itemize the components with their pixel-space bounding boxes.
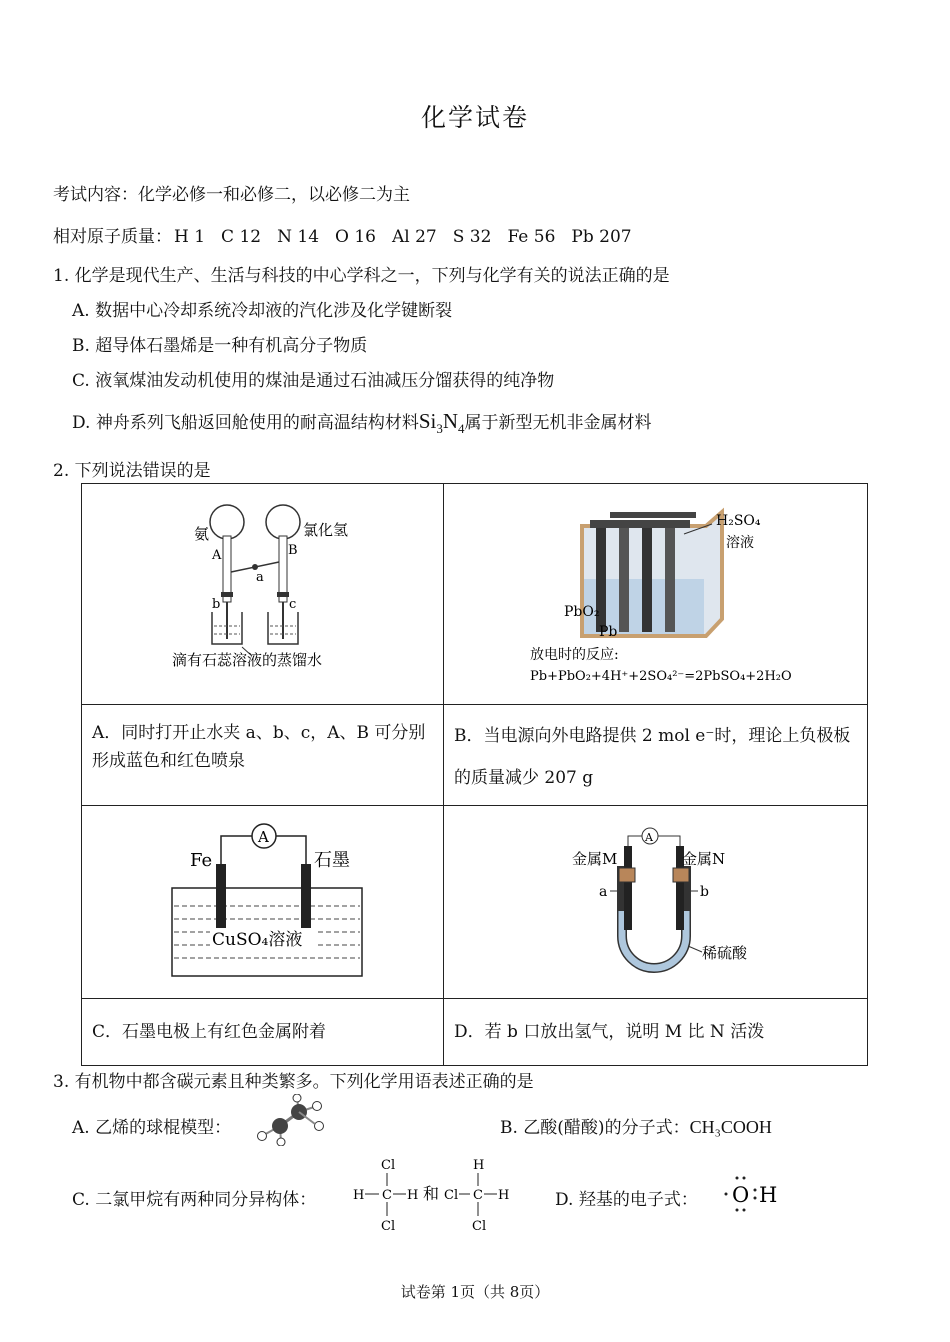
label-metal-m: 金属M — [572, 850, 618, 868]
label-solution: 溶液 — [726, 535, 754, 551]
q2-option-a: A．同时打开止水夹 a、b、c，A、B 可分别形成蓝色和红色喷泉 — [92, 723, 426, 771]
q2-stem: 2. 下列说法错误的是 — [53, 461, 211, 481]
q1-option-c: C. 液氧煤油发动机使用的煤油是通过石油减压分馏获得的纯净物 — [72, 371, 555, 391]
q3-option-a: A. 乙烯的球棍模型： — [72, 1118, 232, 1138]
q2-options-table — [81, 483, 868, 1066]
q1-option-d — [72, 408, 652, 437]
struct2-h-top: H — [473, 1158, 485, 1173]
electrolysis-figure-cell — [82, 806, 444, 999]
label-pb: Pb — [599, 624, 618, 640]
fountain-apparatus-diagram — [82, 484, 443, 699]
q1-option-d-text: D. 神舟系列飞船返回舱使用的耐高温结构材料 — [72, 413, 419, 433]
label-cuso4: CuSO₄溶液 — [212, 930, 303, 950]
u-tube-figure-cell — [444, 806, 868, 999]
page-footer: 试卷第 1页（共 8页） — [400, 1283, 550, 1301]
option-c-cell — [82, 999, 444, 1066]
ammeter-c: A — [258, 828, 269, 846]
q1-option-a: A. 数据中心冷却系统冷却液的汽化涉及化学键断裂 — [72, 301, 453, 321]
si3n4-formula: $Si_3N_4$ — [418, 409, 465, 437]
label-metal-n: 金属N — [682, 850, 726, 868]
struct2-cl-left: Cl — [444, 1188, 459, 1203]
q2-option-d: D．若 b 口放出氢气，说明 M 比 N 活泼 — [454, 1022, 765, 1042]
q3-option-c: C. 二氯甲烷有两种同分异构体： — [72, 1190, 317, 1210]
ammeter-d: A — [645, 831, 653, 844]
label-flask-b: B — [288, 543, 298, 558]
label-flask-a: A — [212, 548, 222, 563]
hydrogen-symbol: H — [759, 1183, 778, 1207]
q3-option-b — [500, 1113, 772, 1138]
q1-option-d-tail: 属于新型无机非金属材料 — [464, 413, 652, 433]
mass-al: Al 27 — [392, 227, 437, 247]
hydroxyl-electron-dot — [720, 1172, 780, 1216]
struct1-h-left: H — [353, 1188, 365, 1203]
fountain-figure-cell — [82, 484, 444, 705]
option-b-cell — [444, 705, 868, 806]
option-a-cell — [82, 705, 444, 806]
acetic-acid-formula: CH₃COOH — [689, 1117, 772, 1137]
mass-s: S 32 — [452, 227, 492, 247]
mass-c: C 12 — [221, 227, 262, 247]
q3-option-d: D. 羟基的电子式： — [555, 1190, 698, 1210]
struct1-h-right: H — [407, 1188, 419, 1203]
struct1-cl-top: Cl — [381, 1158, 396, 1173]
label-port-a: a — [599, 884, 608, 900]
label-ammonia: 氨 — [194, 525, 210, 543]
struct2-h-right: H — [498, 1188, 510, 1203]
mass-o: O 16 — [335, 227, 376, 247]
label-fe: Fe — [190, 850, 213, 871]
option-d-cell — [444, 999, 868, 1066]
q3-option-b-text: B. 乙酸(醋酸)的分子式： — [500, 1118, 690, 1138]
label-clamp-c: c — [289, 597, 297, 612]
label-dilute-h2so4: 稀硫酸 — [702, 944, 748, 962]
q1-stem: 1. 化学是现代生产、生活与科技的中心学科之一，下列与化学有关的说法正确的是 — [53, 266, 670, 286]
mass-fe: Fe 56 — [507, 227, 556, 247]
label-clamp-b: b — [212, 597, 221, 612]
oxygen-symbol: O — [732, 1183, 750, 1207]
and-connector: 和 — [423, 1184, 440, 1203]
q2-option-b: B．当电源向外电路提供 2 mol e⁻时，理论上负极板的质量减少 207 g — [454, 726, 851, 788]
label-h2so4: H₂SO₄ — [716, 513, 761, 529]
lead-acid-battery-diagram — [444, 484, 867, 699]
mass-n: N 14 — [277, 227, 320, 247]
discharge-reaction: Pb+PbO₂+4H⁺+2SO₄²⁻=2PbSO₄+2H₂O — [530, 669, 792, 684]
u-tube-cell-diagram — [444, 806, 867, 993]
atomic-mass-line — [53, 222, 648, 247]
exam-scope: 考试内容：化学必修一和必修二，以必修二为主 — [53, 185, 410, 205]
label-pbo2: PbO₂ — [564, 604, 600, 620]
struct2-cl-bottom: Cl — [472, 1219, 487, 1234]
struct2-c: C — [473, 1188, 483, 1203]
label-port-b: b — [700, 884, 709, 900]
atomic-mass-label: 相对原子质量： — [53, 227, 172, 247]
dichloromethane-structures — [347, 1152, 522, 1234]
q1-option-b: B. 超导体石墨烯是一种有机高分子物质 — [72, 336, 368, 356]
mass-pb: Pb 207 — [571, 227, 632, 247]
fe-graphite-cell-diagram — [82, 806, 443, 993]
battery-figure-cell — [444, 484, 868, 705]
ethylene-ball-stick-model — [253, 1094, 325, 1146]
q3-stem: 3. 有机物中都含碳元素且种类繁多。下列化学用语表述正确的是 — [53, 1072, 534, 1092]
q2-option-c: C．石墨电极上有红色金属附着 — [92, 1022, 327, 1042]
page-title: 化学试卷 — [420, 103, 529, 132]
mass-h: H 1 — [174, 227, 206, 247]
label-graphite: 石墨 — [314, 850, 350, 871]
fountain-caption: 滴有石蕊溶液的蒸馏水 — [172, 651, 323, 669]
reaction-label: 放电时的反应: — [530, 647, 619, 663]
label-hcl: 氯化氢 — [303, 521, 349, 539]
struct1-cl-bottom: Cl — [381, 1219, 396, 1234]
struct1-c: C — [382, 1188, 392, 1203]
label-clamp-a: a — [256, 570, 264, 585]
